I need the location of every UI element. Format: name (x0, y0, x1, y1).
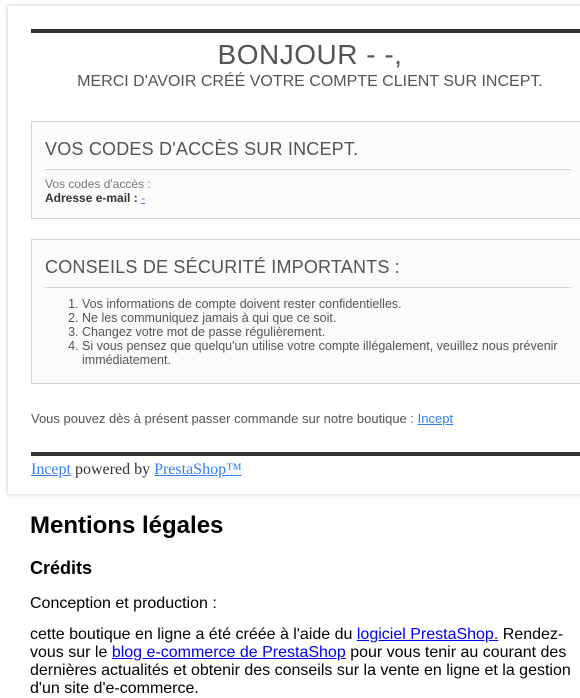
security-tips-heading: CONSEILS DE SÉCURITÉ IMPORTANTS : (45, 257, 400, 277)
bottom-divider (31, 452, 580, 456)
security-tips-panel (31, 239, 580, 384)
list-item: 3. Changez votre mot de passe régulièrement. (82, 325, 580, 339)
greeting-subtitle: MERCI D'AVOIR CRÉÉ VOTRE COMPTE CLIENT SUR INCEPT. (77, 73, 543, 90)
credits-text-before: cette boutique en ligne a été créée à l'aide du (30, 626, 353, 643)
credits-paragraph (30, 626, 580, 698)
panel-divider (45, 287, 571, 288)
email-preview-card (8, 6, 580, 494)
production-line: Conception et production : (30, 595, 217, 612)
greeting-title: BONJOUR - -, (217, 39, 403, 70)
shop-link[interactable]: Incept (417, 411, 454, 426)
email-address-row (45, 191, 145, 205)
email-footer (31, 461, 242, 479)
security-tips-list (45, 297, 580, 367)
access-codes-panel (31, 121, 580, 219)
credits-text-after: pour vous tenir au courant des dernières actualités et obtenir des conseils sur la vente en ligne et la gestion d'un site d'e-commerce. (30, 644, 571, 697)
prestashop-software-link[interactable]: logiciel PrestaShop. (356, 626, 499, 643)
list-item: 1. Vos informations de compte doivent rester confidentielles. (82, 297, 580, 311)
footer-shop-link[interactable]: Incept (31, 461, 71, 478)
top-divider (31, 29, 580, 33)
panel-divider (45, 169, 571, 170)
list-item: 4. Si vous pensez que quelqu'un utilise votre compte illégalement, veuillez nous prévenir immédiatement. (82, 339, 580, 367)
credits-title: Crédits (30, 558, 93, 578)
shop-invitation-text: Vous pouvez dès à présent passer commande sur notre boutique : (31, 411, 415, 426)
list-item: 2. Ne les communiquez jamais à qui que ce soit. (82, 311, 580, 325)
email-address-label: Adresse e-mail : (45, 191, 138, 205)
access-codes-intro: Vos codes d'accès : (45, 177, 151, 191)
credits-text-middle: Rendez-vous sur le (30, 626, 564, 661)
prestashop-blog-link[interactable]: blog e-commerce de PrestaShop (111, 644, 346, 661)
footer-powered-text: powered by (74, 461, 151, 478)
shop-invitation (31, 411, 453, 426)
prestashop-link[interactable]: PrestaShop™ (154, 461, 242, 478)
email-address-link[interactable]: - (141, 191, 146, 205)
access-codes-heading: VOS CODES D'ACCÈS SUR INCEPT. (45, 139, 359, 159)
legal-notice-title: Mentions légales (30, 512, 224, 539)
